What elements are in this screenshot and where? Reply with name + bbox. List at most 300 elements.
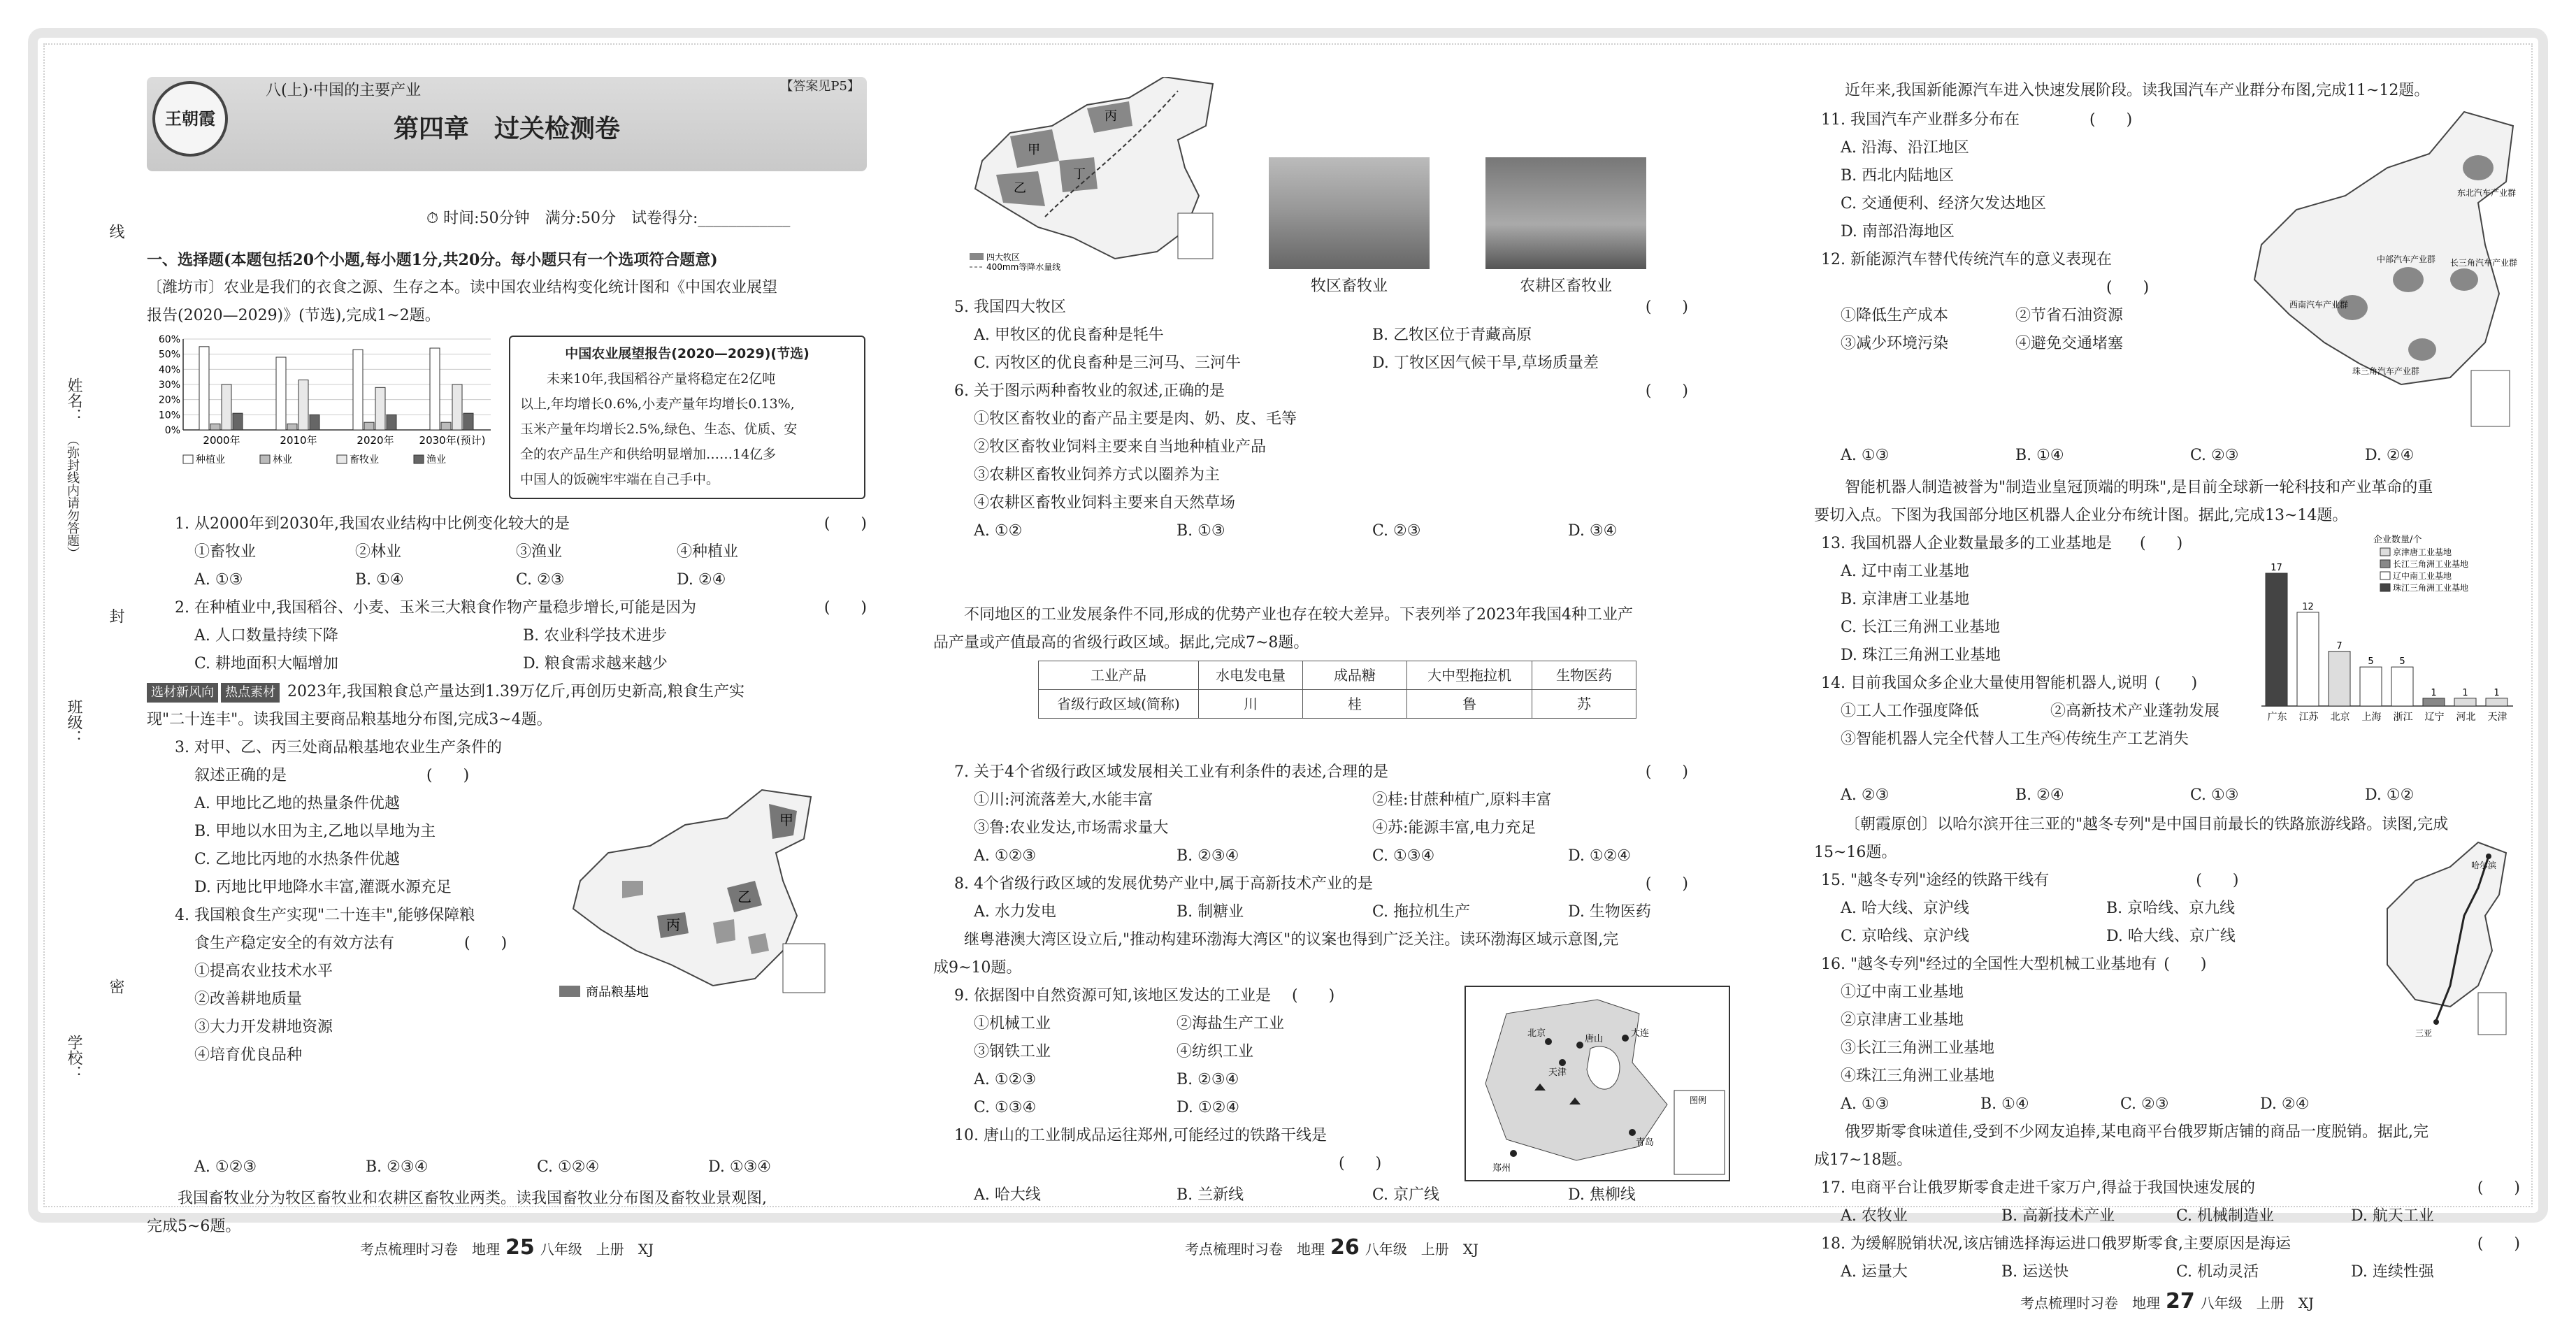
report-title: 中国农业展望报告(2020—2029)(节选) [565,346,810,361]
table-row [1039,661,1636,690]
legend-label: 林业 [273,454,292,465]
question-4-line-2 [175,930,566,958]
x-tick-label: 2010年 [280,434,317,447]
intro-3-4-a-text: 2023年,我国粮食总产量达到1.39万亿斤,再创历史新高,粮食生产实 [287,683,744,700]
intro-7-8-a: 不同地区的工业发展条件不同,形成的优势产业也存在较大差异。下表列举了2023年我国4种工业产 [964,606,1633,624]
q8-option-a[interactable]: A. 水力发电 [974,903,1056,921]
question-13-text: 13. 我国机器人企业数量最多的工业基地是 [1821,535,2112,552]
answer-paren: ( ) [464,935,508,952]
table-cell: 苏 [1532,690,1636,719]
q4-statement-1: ①提高农业技术水平 [194,963,333,980]
answer-paren: ( ) [1291,987,1335,1005]
bar-种植业 [430,348,440,430]
q13-option-c[interactable]: C. 长江三角洲工业基地 [1841,619,2001,636]
x-tick-label: 2020年 [357,434,394,447]
x-tick-label: 2030年(预计) [419,434,486,447]
question-5 [954,294,1730,322]
q16-statement-4: ④珠江三角洲工业基地 [1841,1067,1995,1085]
q2-option-a[interactable]: A. 人口数量持续下降 [194,627,338,645]
footer-text: 考点梳理时习卷 地理 [2020,1295,2160,1311]
q6-option-d[interactable]: D. ③④ [1568,522,1618,540]
q12-option-c[interactable]: C. ②③ [2190,447,2239,464]
question-18-text: 18. 为缓解脱销状况,该店铺选择海运进口俄罗斯零食,主要原因是海运 [1821,1235,2291,1253]
q17-option-c[interactable]: C. 机械制造业 [2176,1207,2275,1225]
q7-statement-4: ④苏:能源丰富,电力充足 [1372,819,1537,837]
q15-option-d[interactable]: D. 哈大线、京广线 [2106,928,2236,945]
report-line-1: 未来10年,我国稻谷产量将稳定在2亿吨 [547,371,776,387]
q13-option-b[interactable]: B. 京津唐工业基地 [1841,591,1970,608]
q14-options [1841,782,2414,809]
q17-option-d[interactable]: D. 航天工业 [2351,1207,2434,1225]
intro-5-6-b: 完成5~6题。 [147,1218,241,1235]
q2-options-row-1 [175,622,867,650]
label-sanya: 三亚 [2415,1028,2433,1038]
question-17 [1821,1174,2520,1202]
bar-北京 [2329,652,2350,706]
bar-江苏 [2297,612,2319,706]
label-northeast: 东北汽车产业群 [2457,188,2517,198]
q10-paren: ( ) [1339,1155,1382,1172]
bar-浙江 [2391,667,2413,706]
bar-辽宁 [2423,698,2445,706]
city-beijing: 北京 [1527,1028,1546,1039]
answer-paren: ( ) [2106,279,2150,296]
report-line-3: 玉米产量年均增长2.5%,绿色、生态、优质、安 [520,422,798,437]
tag-hot-topic: 热点素材 [221,683,280,703]
label-harbin: 哈尔滨 [2471,861,2497,870]
q4-statement-3: ③大力开发耕地资源 [194,1019,333,1036]
q14-statement-3: ③智能机器人完全代替人工生产 [1841,731,2057,748]
q1-statement-2: ②林业 [355,543,402,561]
data-label: 5 [2399,656,2405,668]
q9-statements-row-1 [954,1010,1374,1038]
q9-option-d[interactable]: D. ①②④ [1177,1099,1240,1116]
q1-option-a[interactable]: A. ①③ [194,571,243,589]
q6-options [954,517,1730,545]
pastoral-photo-caption: 牧区畜牧业 [1310,278,1388,295]
footer-text: 考点梳理时习卷 地理 [1184,1241,1325,1258]
q10-option-a[interactable]: A. 哈大线 [974,1186,1041,1204]
q18-option-b[interactable]: B. 运送快 [2001,1263,2069,1281]
q11-option-d[interactable]: D. 南部沿海地区 [1841,223,1955,240]
seal-word-2: 封 [107,608,124,624]
data-label: 1 [2462,687,2468,698]
q8-option-c[interactable]: C. 拖拉机生产 [1372,903,1471,921]
intro-17-18-b: 成17~18题。 [1814,1151,1913,1169]
table-cell: 水电发电量 [1199,661,1303,690]
railway-route-map [2373,839,2513,1042]
question-14 [1821,670,2254,698]
bar-林业 [441,422,451,430]
q4-option-c[interactable]: C. ①②④ [537,1158,600,1176]
q18-option-c[interactable]: C. 机动灵活 [2176,1263,2259,1281]
label-central: 中部汽车产业群 [2377,254,2436,264]
q16-options [1821,1091,2352,1118]
q12-statement-2: ②节省石油资源 [2015,307,2124,324]
q12-options [1841,442,2414,470]
q1-statements [175,538,867,566]
legend-label: 辽中南工业基地 [2393,571,2452,581]
q14-option-b[interactable]: B. ②④ [2015,786,2064,804]
legend-swatch [2380,572,2390,580]
intro-13-14-a: 智能机器人制造被誉为"制造业皇冠顶端的明珠",是目前全球新一轮科技和产业革命的重 [1845,479,2433,496]
question-1 [175,510,867,538]
report-line-2: 以上,年均增长0.6%,小麦产量年均增长0.13%, [520,396,795,412]
agriculture-structure-chart [147,332,496,465]
q16-statement-3: ③长江三角洲工业基地 [1841,1039,1995,1057]
legend-swatch [414,455,424,463]
footer-text: 八年级 上册 XJ [2200,1295,2314,1311]
table-cell: 大中型拖拉机 [1407,661,1532,690]
q9-statement-3: ③钢铁工业 [974,1043,1051,1060]
q6-option-b[interactable]: B. ①③ [1177,522,1225,540]
q9-options-row-1 [954,1066,1374,1094]
q15-option-b[interactable]: B. 京哈线、京九线 [2106,900,2236,917]
data-label: 1 [2431,687,2437,698]
bar-渔业 [463,413,473,430]
q13-option-a[interactable]: A. 辽中南工业基地 [1841,563,1969,580]
answer-paren: ( ) [1645,382,1688,400]
map-label-bing: 丙 [666,916,680,933]
label-yangtze: 长三角汽车产业群 [2450,258,2518,268]
q5-options-row-1 [954,322,1730,350]
q9-options-row-2 [954,1094,1374,1122]
q14-option-d[interactable]: D. ①② [2365,786,2415,804]
legend-pastoral: 四大牧区 [986,252,1021,262]
bar-上海 [2360,667,2382,706]
intro-15-16-b: 15~16题。 [1814,844,1897,861]
legend-swatch [2380,584,2390,591]
south-sea-inset [783,944,825,993]
table-cell: 桂 [1303,690,1407,719]
q7-statements-row-1 [954,786,1730,814]
data-label: 7 [2336,640,2343,652]
answer-paren: ( ) [426,767,470,784]
q9-statements-row-2 [954,1038,1374,1066]
q5-options-row-2 [954,350,1730,377]
q11-option-b[interactable]: B. 西北内陆地区 [1841,167,1955,185]
legend-label: 畜牧业 [350,454,379,465]
q6-statement-3: ③农耕区畜牧业饲养方式以圈养为主 [974,466,1221,484]
bar-林业 [210,424,220,430]
answer-paren: ( ) [823,599,867,617]
q11-option-a[interactable]: A. 沿海、沿江地区 [1841,139,1969,157]
question-4-line-2-text: 食生产稳定安全的有效方法有 [194,935,395,952]
answer-paren: ( ) [823,515,867,533]
y-tick-label: 60% [158,334,180,345]
q2-option-c[interactable]: C. 耕地面积大幅增加 [194,655,339,672]
q9-option-a[interactable]: A. ①②③ [974,1071,1037,1088]
q16-option-c[interactable]: C. ②③ [2120,1095,2169,1113]
q5-option-d[interactable]: D. 丁牧区因气候干旱,草场质量差 [1372,354,1599,372]
legend-precip: 400mm等降水量线 [986,262,1061,272]
data-label: 5 [2368,656,2374,668]
question-9-text: 9. 依据图中自然资源可知,该地区发达的工业是 [954,987,1271,1005]
q2-options-row-2 [175,650,867,678]
bohai-region-map [1465,986,1730,1181]
question-14-text: 14. 目前我国众多企业大量使用智能机器人,说明 [1821,675,2147,692]
china-outline [2254,112,2513,384]
map-legend-grain-base: 商品粮基地 [586,985,649,1000]
q4-option-a[interactable]: A. ①②③ [194,1158,257,1176]
exam-meta-text: 时间:50分钟 满分:50分 试卷得分:____________ [443,210,791,227]
q1-options [175,566,867,594]
bar-畜牧业 [298,380,308,431]
bar-畜牧业 [222,384,231,430]
q15-option-c[interactable]: C. 京哈线、京沪线 [1841,928,1970,945]
question-4-line-1: 4. 我国粮食生产实现"二十连丰",能够保障粮 [175,907,475,924]
q16-statement-2: ②京津唐工业基地 [1841,1012,1964,1029]
q6-statement-1: ①牧区畜牧业的畜产品主要是肉、奶、皮、毛等 [974,410,1297,428]
q7-option-c[interactable]: C. ①③④ [1372,847,1435,865]
legend-label: 种植业 [196,454,225,465]
q9-option-c[interactable]: C. ①③④ [974,1099,1037,1116]
page-27 [1814,77,2520,1314]
q6-option-a[interactable]: A. ①② [974,522,1023,540]
city-beijing-dot [1545,1038,1552,1045]
q14-option-c[interactable]: C. ①③ [2190,786,2239,804]
q7-options [954,842,1730,870]
q12-paren [1821,274,2240,302]
intro-9-10-b: 成9~10题。 [933,959,1022,977]
q5-option-b[interactable]: B. 乙牧区位于青藏高原 [1372,326,1532,344]
report-line-4: 全的农产品生产和供给明显增加……14亿多 [520,447,777,462]
farming-photo [1485,157,1646,269]
q10-option-c[interactable]: C. 京广线 [1372,1186,1440,1204]
question-8 [954,870,1730,898]
bar-种植业 [276,357,286,430]
question-3-line-2 [175,762,566,790]
seal-note: （弥封线内请勿答题） [65,433,80,559]
q14-statements-row-2 [1821,726,2254,754]
name-label: 姓名： [65,377,82,424]
page-number: 26 [1330,1235,1360,1260]
x-tick-label: 江苏 [2298,712,2319,723]
legend-title: 图例 [1690,1095,1707,1105]
footer-text: 八年级 上册 XJ [540,1241,654,1258]
q9-statement-4: ④纺织工业 [1177,1043,1254,1060]
table-cell: 川 [1199,690,1303,719]
q6-option-c[interactable]: C. ②③ [1372,522,1421,540]
bar-渔业 [310,415,319,430]
q8-option-b[interactable]: B. 制糖业 [1177,903,1244,921]
q16-statement-1: ①辽中南工业基地 [1841,984,1964,1001]
q16-option-d[interactable]: D. ②④ [2260,1095,2310,1113]
q17-option-a[interactable]: A. 农牧业 [1841,1207,1908,1225]
q12-option-a[interactable]: A. ①③ [1841,447,1890,464]
question-2 [175,594,867,622]
q10-option-b[interactable]: B. 兰新线 [1177,1186,1244,1204]
city-tangshan-dot [1576,1042,1583,1049]
q16-option-a[interactable]: A. ①③ [1841,1095,1890,1113]
answer-paren: ( ) [1645,763,1688,781]
q13-option-d[interactable]: D. 珠江三角洲工业基地 [1841,647,2001,664]
q12-statements-row-1 [1821,302,2240,330]
q4-options [194,1153,771,1181]
table-row [1039,690,1636,719]
seal-word-3: 密 [107,979,124,994]
q3-option-c[interactable]: C. 乙地比丙地的水热条件优越 [194,851,401,868]
q5-option-c[interactable]: C. 丙牧区的优良畜种是三河马、三河牛 [974,354,1242,372]
q12-option-d[interactable]: D. ②④ [2365,447,2415,464]
bar-渔业 [387,415,396,430]
legend-swatch [970,253,984,260]
city-tianjin-dot [1559,1059,1566,1066]
legend-swatch [2380,560,2390,568]
q15-option-a[interactable]: A. 哈大线、京沪线 [1841,900,1969,917]
legend-swatch [183,455,193,463]
question-7-text: 7. 关于4个省级行政区域发展相关工业有利条件的表述,合理的是 [954,763,1388,781]
q1-statement-4: ④种植业 [677,543,739,561]
city-tangshan: 唐山 [1585,1034,1604,1044]
q3-option-d[interactable]: D. 丙地比甲地降水丰富,灌溉水源充足 [194,879,452,896]
city-qingdao: 青岛 [1636,1137,1655,1148]
question-12: 12. 新能源汽车替代传统汽车的意义表现在 [1821,251,2112,268]
base-shape [748,933,769,954]
y-tick-label: 50% [158,349,180,361]
q18-option-d[interactable]: D. 连续性强 [2351,1263,2434,1281]
q17-option-b[interactable]: B. 高新技术产业 [2001,1207,2115,1225]
question-6-text: 6. 关于图示两种畜牧业的叙述,正确的是 [954,382,1225,400]
q12-statement-3: ③减少环境污染 [1841,335,1949,352]
q2-option-b[interactable]: B. 农业科学技术进步 [523,627,668,645]
q7-option-b[interactable]: B. ②③④ [1177,847,1239,865]
q14-statement-1: ①工人工作强度降低 [1841,703,1980,720]
q1-option-b[interactable]: B. ①④ [355,571,404,589]
cluster-central [2393,267,2424,292]
q14-statement-2: ②高新技术产业蓬勃发展 [2050,703,2220,720]
label-southwest: 西南汽车产业群 [2289,300,2349,310]
x-tick-label: 广东 [2267,712,2287,723]
question-3-line-2-text: 叙述正确的是 [194,767,287,784]
bar-种植业 [353,350,363,430]
q14-option-a[interactable]: A. ②③ [1841,786,1890,804]
q7-statements-row-2 [954,814,1730,842]
seal-word-1: 线 [107,224,124,239]
city-zhengzhou: 郑州 [1492,1163,1511,1174]
question-16 [1821,951,2352,979]
q15-options-row-1 [1821,895,2352,923]
y-tick-label: 40% [158,364,180,376]
table-cell: 省级行政区域(简称) [1039,690,1199,719]
q9-option-b[interactable]: B. ②③④ [1177,1071,1239,1088]
q10-option-d[interactable]: D. 焦柳线 [1568,1186,1636,1204]
footer-text: 考点梳理时习卷 地理 [359,1241,500,1258]
bar-林业 [287,424,297,430]
map-label-yi: 乙 [1014,181,1026,196]
y-tick-label: 0% [164,425,180,436]
city-dalian: 大连 [1631,1028,1650,1039]
question-7 [954,758,1730,786]
question-15 [1821,867,2352,895]
bar-广东 [2266,573,2287,706]
intro-7-8-b: 品产量或产值最高的省级行政区域。据此,完成7~8题。 [933,634,1309,652]
sanya-dot [2433,1019,2439,1025]
answer-paren: ( ) [2139,535,2183,552]
report-box [509,336,865,499]
question-9 [954,982,1374,1010]
legend-swatch [2380,548,2390,556]
auto-industry-map [2247,105,2520,433]
exam-meta [426,205,790,233]
q4-option-b[interactable]: B. ②③④ [366,1158,429,1176]
footer-text: 八年级 上册 XJ [1365,1241,1478,1258]
q7-option-d[interactable]: D. ①②④ [1568,847,1632,865]
q8-option-d[interactable]: D. 生物医药 [1568,903,1651,921]
question-10: 10. 唐山的工业制成品运往郑州,可能经过的铁路干线是 [954,1127,1327,1144]
intro-3-4-b: 现"二十连丰"。读我国主要商品粮基地分布图,完成3~4题。 [147,711,552,728]
q1-option-d[interactable]: D. ②④ [677,571,726,589]
q11-option-c[interactable]: C. 交通便利、经济欠发达地区 [1841,195,2047,213]
harbin-dot [2486,854,2491,859]
q2-option-d[interactable]: D. 粮食需求越来越少 [523,655,668,672]
intro-1-2-b: 报告(2020—2029)》(节选),完成1~2题。 [147,307,440,324]
table-cell: 生物医药 [1532,661,1636,690]
answer-paren: ( ) [2089,111,2133,129]
q3-option-b[interactable]: B. 甲地以水田为主,乙地以旱地为主 [194,823,436,840]
south-sea-inset [2478,993,2506,1035]
q16-option-b[interactable]: B. ①④ [1980,1095,2029,1113]
farming-photo-caption: 农耕区畜牧业 [1519,278,1612,295]
q12-statements-row-2 [1821,330,2240,358]
legend-swatch [559,986,580,997]
q12-statement-4: ④避免交通堵塞 [2015,335,2124,352]
page-title: 第四章 过关检测卷 [393,115,620,143]
question-1-text: 1. 从2000年到2030年,我国农业结构中比例变化较大的是 [175,515,570,533]
city-tianjin: 天津 [1548,1067,1567,1078]
pastoral-area-map [968,77,1234,273]
intro-11-12: 近年来,我国新能源汽车进入快速发展阶段。读我国汽车产业群分布图,完成11~12题。 [1845,82,2430,99]
map-label-jia: 甲 [1028,143,1040,157]
q1-option-c[interactable]: C. ②③ [516,571,565,589]
q12-option-b[interactable]: B. ①④ [2015,447,2064,464]
q4-statement-4: ④培育优良品种 [194,1046,303,1064]
bar-天津 [2486,698,2507,706]
x-tick-label: 北京 [2330,712,2350,723]
q12-statement-1: ①降低生产成本 [1841,307,1949,324]
legend-label: 京津唐工业基地 [2393,547,2452,557]
q3-option-a[interactable]: A. 甲地比乙地的热量条件优越 [194,795,400,812]
map-label-bing: 丙 [1104,109,1117,124]
question-8-text: 8. 4个省级行政区域的发展优势产业中,属于高新技术产业的是 [954,875,1373,893]
data-label: 17 [2271,563,2282,573]
x-tick-label: 浙江 [2393,712,2413,723]
question-6 [954,377,1730,405]
answer-paren: ( ) [1645,298,1688,316]
bar-林业 [364,422,374,430]
q17-options [1821,1202,2520,1230]
question-18 [1821,1230,2520,1258]
answer-ref: 【答案见P5】 [780,79,860,94]
question-16-text: 16. "越冬专列"经过的全国性大型机械工业基地有 [1821,956,2157,973]
x-tick-label: 上海 [2361,712,2382,723]
page-26 [933,77,1730,1260]
q7-option-a[interactable]: A. ①②③ [974,847,1037,865]
answer-paren: ( ) [2154,675,2198,692]
robot-enterprise-chart [2254,531,2520,734]
grain-base-map [552,776,846,1007]
q6-statement-2: ②牧区畜牧业饲料主要来自当地种植业产品 [974,438,1267,456]
question-15-text: 15. "越冬专列"途经的铁路干线有 [1821,872,2050,889]
publisher-logo: 王朝霞 [152,81,228,157]
legend-label: 长江三角洲工业基地 [2393,559,2469,569]
q15-options-row-2 [1821,923,2352,951]
q5-option-a[interactable]: A. 甲牧区的优良畜种是牦牛 [974,326,1164,344]
q4-option-d[interactable]: D. ①③④ [708,1158,772,1176]
q18-option-a[interactable]: A. 运量大 [1841,1263,1908,1281]
x-tick-label: 河北 [2456,712,2476,723]
cluster-northeast [2463,155,2494,180]
